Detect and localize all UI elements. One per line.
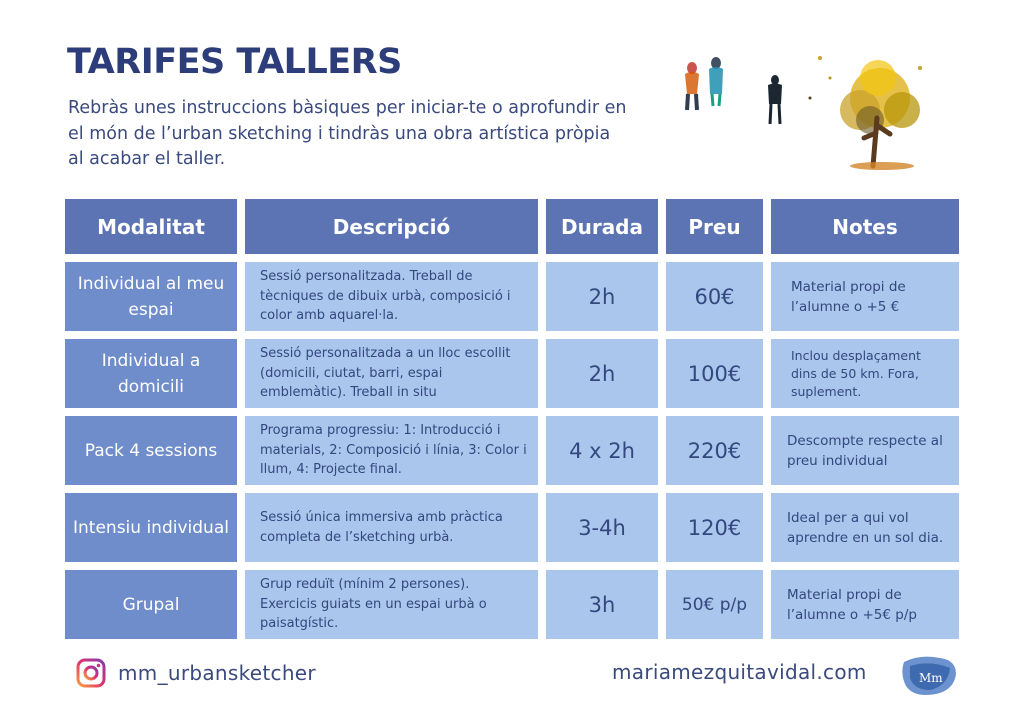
table-row-descripcio: Sessió única immersiva amb pràctica completa de l’sketching urbà. [245, 493, 538, 562]
website-link[interactable]: mariamezquitavidal.com [612, 660, 867, 684]
table-row-modalitat: Individual al meu espai [65, 262, 237, 331]
table-row-notes: Descompte respecte al preu individual [771, 416, 959, 485]
table-row-preu: 220€ [666, 416, 763, 485]
table-row-descripcio: Sessió personalitzada. Treball de tècniques de dibuix urbà, composició i color amb aquarel·la. [245, 262, 538, 331]
table-row-preu: 100€ [666, 339, 763, 408]
intro-text: Rebràs unes instruccions bàsiques per iniciar-te o aprofundir en el món de l’urban sketching i tindràs una obra artística pròpia al acabar el taller. [68, 98, 627, 169]
walking-figures [685, 57, 782, 124]
column-header-durada: Durada [546, 199, 658, 254]
table-row-modalitat: Pack 4 sessions [65, 416, 237, 485]
column-header-preu: Preu [666, 199, 763, 254]
table-row-durada: 3h [546, 570, 658, 639]
instagram-icon [76, 658, 106, 688]
brand-logo [900, 652, 960, 700]
table-row-notes: Ideal per a qui vol aprendre en un sol dia. [771, 493, 959, 562]
table-row-modalitat: Individual a domicili [65, 339, 237, 408]
table-row-descripcio: Grup reduït (mínim 2 persones). Exercicis guiats en un espai urbà o paisatgístic. [245, 570, 538, 639]
table-row-modalitat: Grupal [65, 570, 237, 639]
table-row-durada: 4 x 2h [546, 416, 658, 485]
table-row-notes: Material propi de l’alumne o +5€ p/p [771, 570, 959, 639]
table-row-notes: Material propi de l’alumne o +5 € [771, 262, 959, 331]
page-title: TARIFES TALLERS [67, 42, 402, 82]
table-row-descripcio: Sessió personalitzada a un lloc escollit (domicili, ciutat, barri, espai emblemàtic). Treball in situ [245, 339, 538, 408]
svg-text:Mm: Mm [919, 671, 943, 685]
column-header-descripcio: Descripció [245, 199, 538, 254]
table-row-preu: 120€ [666, 493, 763, 562]
table-row-durada: 2h [546, 339, 658, 408]
table-row-preu: 60€ [666, 262, 763, 331]
table-row-modalitat: Intensiu individual [65, 493, 237, 562]
table-row-durada: 2h [546, 262, 658, 331]
instagram-handle: mm_urbansketcher [118, 661, 316, 685]
table-row-durada: 3-4h [546, 493, 658, 562]
tree-illustration [809, 56, 923, 170]
table-row-descripcio: Programa progressiu: 1: Introducció i materials, 2: Composició i línia, 3: Color i llum, 4: Projecte final. [245, 416, 538, 485]
column-header-modalitat: Modalitat [65, 199, 237, 254]
column-header-notes: Notes [771, 199, 959, 254]
table-row-preu: 50€ p/p [666, 570, 763, 639]
instagram-link[interactable] [76, 658, 316, 688]
watercolor-illustration [670, 38, 950, 178]
table-row-notes: Inclou desplaçament dins de 50 km. Fora, suplement. [771, 339, 959, 408]
